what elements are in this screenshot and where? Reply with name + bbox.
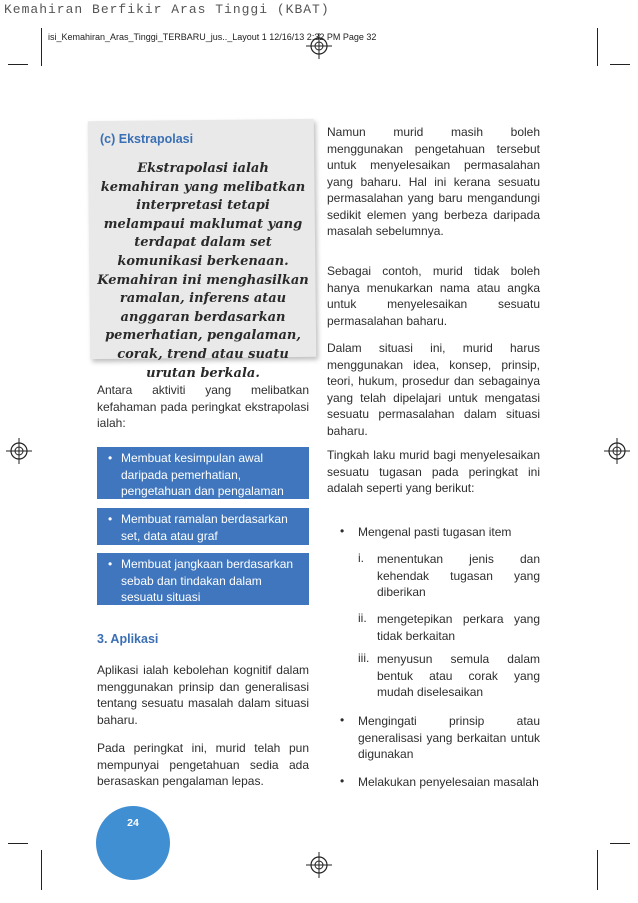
bullet: •: [108, 512, 113, 526]
note-title: (c) Ekstrapolasi: [100, 132, 194, 146]
sub-item: menyusun semula dalam bentuk atau corak yang mudah diselesaikan: [377, 652, 540, 699]
crop-mark: [8, 64, 28, 65]
crop-mark: [41, 850, 42, 890]
print-slug: isi_Kemahiran_Aras_Tinggi_TERBARU_jus.._Layout 1 12/16/13 2:32 PM Page 32: [48, 32, 377, 42]
registration-mark-icon: [306, 852, 332, 878]
crop-mark: [8, 843, 28, 844]
crop-mark: [41, 28, 42, 66]
crop-mark: [610, 64, 630, 65]
activity-text: Membuat kesimpulan awal daripada pemerhatian, pengetahuan dan pengalaman: [121, 451, 284, 498]
registration-mark-icon: [604, 438, 630, 464]
sub-item-number: i.: [358, 551, 364, 565]
intro-paragraph: Antara aktiviti yang melibatkan kefahaman pada peringkat ekstrapolasi ialah:: [97, 383, 309, 430]
bullet: •: [340, 713, 345, 727]
paragraph: Sebagai contoh, murid tidak boleh hanya menukarkan nama atau angka untuk menyelesaikan sesuatu permasalahan baharu.: [327, 264, 540, 328]
crop-mark: [597, 850, 598, 890]
activity-text: Membuat ramalan berdasarkan set, data atau graf: [121, 512, 288, 543]
list-item: Melakukan penyelesaian masalah: [358, 775, 539, 789]
sub-item: menentukan jenis dan kehendak tugasan yang diberikan: [377, 552, 540, 599]
paragraph: Aplikasi ialah kebolehan kognitif dalam menggunakan prinsip dan generalisasi tentang sesuatu masalah dalam situasi baharu.: [97, 663, 309, 727]
bullet: •: [108, 557, 113, 571]
sub-item: mengetepikan perkara yang tidak berkaitan: [377, 612, 540, 643]
registration-mark-icon: [6, 438, 32, 464]
paragraph: Tingkah laku murid bagi menyelesaikan sesuatu tugasan pada peringkat ini adalah seperti yang berikut:: [327, 448, 540, 495]
crop-mark: [610, 843, 630, 844]
list-item: Mengenal pasti tugasan item: [358, 525, 512, 539]
activity-text: Membuat jangkaan berdasarkan sebab dan tindakan dalam sesuatu situasi: [121, 557, 294, 604]
bullet: •: [340, 524, 345, 538]
crop-mark: [597, 28, 598, 66]
sub-item-number: iii.: [358, 651, 370, 665]
activity-box: [97, 553, 309, 605]
sub-item-number: ii.: [358, 611, 367, 625]
list-item: Mengingati prinsip atau generalisasi yang berkaitan untuk digunakan: [358, 714, 540, 761]
section-heading: 3. Aplikasi: [97, 632, 159, 646]
paragraph: Dalam situasi ini, murid harus menggunakan idea, konsep, prinsip, teori, hukum, prosedur dan sebagainya yang telah dipelajari untuk mengatasi sesuatu permasalahan dalam situasi baharu.: [327, 341, 540, 438]
note-definition-text: Ekstrapolasi ialah kemahiran yang melibatkan interpretasi tetapi melampaui maklumat yang terdapat dalam set komunikasi berkenaan. Kemahiran ini menghasilkan ramalan, inferens atau anggaran berdasarkan pemerhatian, pengalaman, corak, trend atau suatu urutan berkala.: [97, 161, 309, 381]
activity-box: [97, 447, 309, 499]
paragraph: Pada peringkat ini, murid telah pun mempunyai pengetahuan sedia ada berasaskan pengalaman lepas.: [97, 741, 309, 788]
running-head: Kemahiran Berfikir Aras Tinggi (KBAT): [4, 2, 330, 17]
bullet: •: [108, 451, 113, 465]
page-number: 24: [127, 817, 139, 829]
activity-box: [97, 508, 309, 545]
paragraph: Namun murid masih boleh menggunakan pengetahuan tersebut untuk menyelesaikan permasalahan yang baharu. Hal ini kerana sesuatu permasalahan yang baru mengandungi sedikit elemen yang berbeza daripada masalah sebelumnya.: [327, 125, 540, 238]
bullet: •: [340, 774, 345, 788]
registration-mark-icon: [306, 33, 332, 59]
